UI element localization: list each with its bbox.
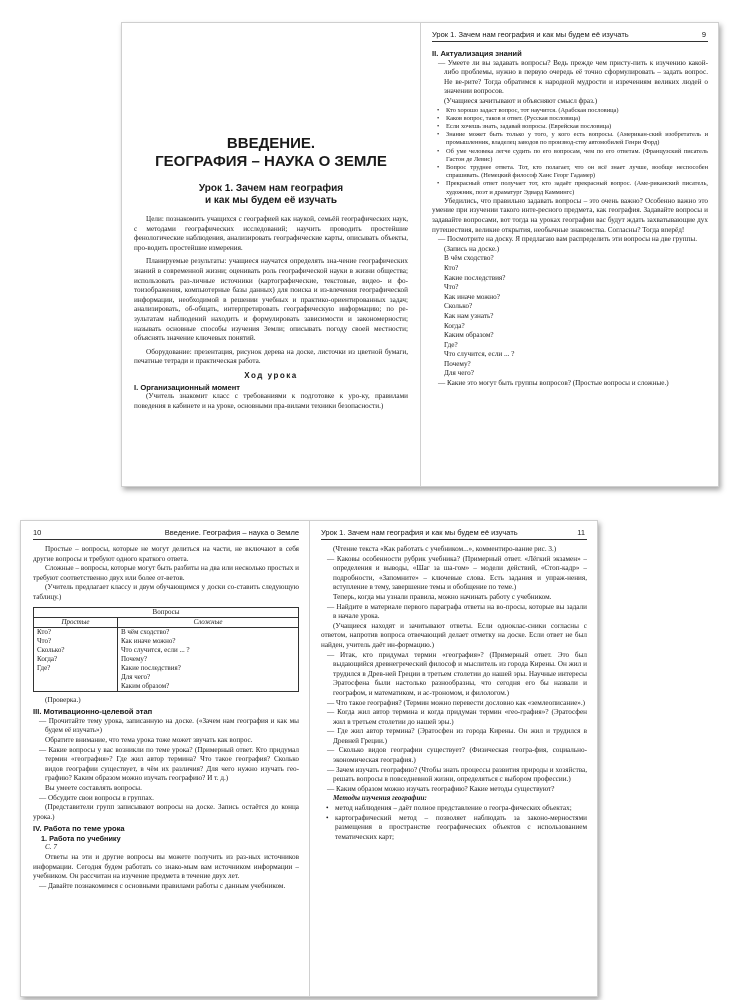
question-item: Для чего? xyxy=(444,369,474,378)
table-item: Что случится, если ... ? xyxy=(120,645,190,654)
quote-item: • Если хочешь знать, задавай вопросы. (Еврейская пословица) xyxy=(432,123,708,131)
table-item: Какие последствия? xyxy=(120,663,181,672)
running-header xyxy=(432,29,708,42)
quote-item: • Вопрос труднее ответа. Тот, кто полагает, что он всё знает лучше, вообще неспособен спрашивать. (Немецкий философ Ханс Георг Гадамер) xyxy=(432,164,708,180)
bottom-right-page xyxy=(321,521,587,996)
lesson-equipment: Оборудование: презентация, рисунок дерева на доске, листочки из цветной бумаги, печатные тетради и практическая работа. xyxy=(134,347,408,366)
table-cell-complex xyxy=(117,627,298,691)
table-title: Вопросы xyxy=(34,607,299,617)
question-item: Почему? xyxy=(444,359,471,368)
paragraph: — Прочитайте тему урока, записанную на доске. («Зачем нам география и как мы будем её изучать») xyxy=(39,716,299,735)
bottom-left-page xyxy=(33,521,299,996)
questions-table xyxy=(33,607,299,692)
paragraph: — Сколько видов географии существует? (Физическая геогра-фия, социально-экономическая география.) xyxy=(327,746,587,765)
quote-item: • Знание может быть только у того, у кого есть вопросы. (Американ-ский изобретатель и промышленник, владелец заводов по производ-ству автомобилей Генри Форд) xyxy=(432,131,708,147)
question-item: Что? xyxy=(444,283,459,292)
running-head-title: Урок 1. Зачем нам география и как мы будем её изучать xyxy=(321,528,518,537)
lesson-course-heading: Ход урока xyxy=(244,370,298,380)
paragraph: (Запись на доске.) xyxy=(444,244,500,253)
paragraph: Простые – вопросы, которые не могут делиться на части, не включают в себя другие вопросы и требуют одного краткого ответа. xyxy=(33,545,299,563)
paragraph: — Каким образом можно изучать географию? Какие методы существуют? xyxy=(327,784,555,793)
table-item: Каким образом? xyxy=(120,681,170,690)
paragraph: — Умеете ли вы задавать вопросы? Ведь прежде чем присту-пить к изучению какой-либо проблемы, нужно в первую очередь её точно сформулировать – задать вопрос. Не ве-рите? Тогда обратимся к народной мудрости и изречениям великих людей о значении вопросов. xyxy=(438,58,708,96)
table-item: Когда? xyxy=(37,654,58,663)
table-item: Кто? xyxy=(37,627,51,636)
paragraph: (Учащиеся зачитывают и объясняют смысл фраз.) xyxy=(444,96,598,105)
quote-item: • Кто хорошо задаст вопрос, тот научится. (Арабская пословица) xyxy=(432,107,708,115)
running-header xyxy=(33,527,299,540)
paragraph: — Зачем изучать географию? (Чтобы знать процессы развития природы и хозяйства, решать вопросы в повседневной жизни, определяться с выбором профессии.) xyxy=(327,765,587,784)
table-item: Сколько? xyxy=(37,645,65,654)
table-item: Для чего? xyxy=(120,672,151,681)
subsection-heading: 1. Работа по учебнику xyxy=(41,833,121,843)
quote-item: • Прекрасный ответ получает тот, кто задаёт прекрасный вопрос. (Аме-риканский писатель, художник, поэт и драматург Эдвард Каммингс) xyxy=(432,180,708,196)
table-header-complex: Сложные xyxy=(117,617,298,627)
paragraph: — Итак, кто придумал термин «география»? (Примерный ответ. Это был выдающийся древнегреческий философ и мыслитель из города Кирены. Он жил и трудился в Древ-ней Греции в третьем столетии до нашей эры. Научные интересы Эратосфена были настолько разнообразны, что сегодня его бы назвали и географом, и математиком, и ас-трономом, и филологом.) xyxy=(327,650,587,697)
book-gutter xyxy=(420,23,421,486)
paragraph: — Где жил автор термина? (Эратосфен из города Кирены. Он жил и трудился в Древней Греции.) xyxy=(327,727,587,745)
lesson-goals: Цели: познакомить учащихся с географией как наукой, семьёй географических наук, с методами географических исследований; научить проводить простейшие фенологические наблюдения, анализировать географические карты, описывать объекты, про-водить простейшие измерения. xyxy=(134,215,408,252)
table-cell-simple xyxy=(34,627,118,691)
question-item: Как иначе можно? xyxy=(444,292,500,301)
paragraph: (Представители групп записывают вопросы на доске. Запись остаётся до конца урока.) xyxy=(33,803,299,821)
bottom-book-spread xyxy=(20,520,598,997)
question-item: Каким образом? xyxy=(444,331,494,340)
paragraph: — Каковы особенности рубрик учебника? (Примерный ответ. «Лёгкий экзамен» – определения и выводы, «Шаг за ша-гом» – модели действий, «Стоп-кадр» – подробности, «Запомните» – ключевые слова. Есть задания и упраж-нения, вступление в тему, завершение темы и обобщение по теме.) xyxy=(327,554,587,592)
section-heading: III. Мотивационно-целевой этап xyxy=(33,707,153,717)
question-list xyxy=(432,254,708,379)
methods-heading: Методы изучения географии: xyxy=(333,794,427,803)
paragraph: — Найдите в материале первого параграфа ответы на во-просы, которые вы задали в начале урока. xyxy=(327,602,587,621)
lesson-title-line1: Урок 1. Зачем нам география xyxy=(198,183,344,194)
question-item: Как нам узнать? xyxy=(444,311,494,320)
table-header-simple: Простые xyxy=(34,617,118,627)
question-item: Какие последствия? xyxy=(444,273,506,282)
chapter-title-line1: ВВЕДЕНИЕ. xyxy=(226,135,316,152)
table-item: В чём сходство? xyxy=(120,627,170,636)
lesson-planned-results: Планируемые результаты: учащиеся научатся определять зна-чение географических знаний в современной жизни; оценивать роль географической науки в жизни общества; использовать раз-личные источники (картографические, текстовые, видео- и фо-тоизображения, компьютерные базы данных) для поиска и из-влечения географической информации, необходимой в решении учебных и практико-ориентированных задач; анализировать, об-общать, интерпретировать географическую информацию; по ре-зультатам наблюдений находить и формулировать зависимости и закономерности; называть основные способы изучения Земли; описывать погоду своей местности; объяснять значение ключевых понятий. xyxy=(134,257,408,343)
paragraph: — Какие вопросы у вас возникли по теме урока? (Примерный ответ. Кто придумал термин «география»? Где жил автор термина? Что такое география? Сколько видов географии существует, в чём их различия? Для чего нужно изучать гео-графию? Каким образом можно изучать географию? И т. д.) xyxy=(39,745,299,783)
paragraph: (Учитель знакомит класс с требованиями к подготовке к уро-ку, правилами поведения в кабинете и на уроке, основными пра-вилами техники безопасности.) xyxy=(134,392,408,410)
table-item: Где? xyxy=(37,663,51,672)
table-item: Как иначе можно? xyxy=(120,636,176,645)
lesson-title-line2: и как мы будем её изучать xyxy=(204,195,338,206)
method-item: • картографический метод – позволяет наблюдать за законо-мерностями размещения в пространстве географических объектов с использованием тематических карт; xyxy=(321,814,587,843)
paragraph: — Какие это могут быть группы вопросов? (Простые вопросы и сложные.) xyxy=(438,379,669,388)
section-heading: IV. Работа по теме урока xyxy=(33,824,125,834)
method-item: • метод наблюдения – даёт полное представление о геогра-фических объектах; xyxy=(321,804,587,814)
question-item: Что случится, если ... ? xyxy=(444,350,515,359)
chapter-title-line2: ГЕОГРАФИЯ – НАУКА О ЗЕМЛЕ xyxy=(155,153,387,170)
question-item: Когда? xyxy=(444,321,465,330)
quote-item: • Об уме человека легче судить по его вопросам, чем по его ответам. (Французский писатель Гастон де Левис) xyxy=(432,148,708,164)
question-item: В чём сходство? xyxy=(444,254,494,263)
paragraph: — Обсудите свои вопросы в группах. xyxy=(39,793,154,802)
running-head-title: Введение. География – наука о Земле xyxy=(164,528,299,537)
paragraph: (Проверка.) xyxy=(45,695,81,704)
running-header xyxy=(321,527,587,540)
section-heading: II. Актуализация знаний xyxy=(432,49,522,58)
paragraph: (Учащиеся находят и зачитывают ответы. Если одноклас-сники согласны с ответом, напротив вопроса отвечающий делает отметку на доске. Если ответ не был найден, учитель даёт ин-формацию.) xyxy=(321,621,587,649)
top-left-page xyxy=(134,23,408,486)
top-book-spread xyxy=(121,22,719,487)
paragraph: — Давайте познакомимся с основными правилами работы с данным учебником. xyxy=(39,881,286,890)
page-reference: С. 7 xyxy=(45,843,57,852)
page-number: 10 xyxy=(33,528,42,537)
book-gutter xyxy=(309,521,310,996)
paragraph: Сложные – вопросы, которые могут быть разбиты на два или несколько простых и требуют соответственно двух или более от-ветов. xyxy=(33,564,299,582)
running-head-title: Урок 1. Зачем нам география и как мы будем её изучать xyxy=(432,30,629,39)
paragraph: (Чтение текста «Как работать с учебником...», комментиро-вание рис. 3.) xyxy=(333,545,557,553)
paragraph: Обратите внимание, что тема урока тоже может звучать как вопрос. xyxy=(45,735,253,744)
paragraph: Ответы на эти и другие вопросы вы можете получить из раз-ных источников информации. Сегодня будем работать со знако-мым вам источником информации – учебником. Он рассчитан на изучение предмета в течение двух лет. xyxy=(33,853,299,881)
paragraph: Теперь, когда мы узнали правила, можно начинать работу с учебником. xyxy=(333,592,552,601)
question-item: Кто? xyxy=(444,263,459,272)
paragraph: (Учитель предлагает классу и двум обучающимся у доски со-ставить следующую таблицу.) xyxy=(33,583,299,601)
page-number: 9 xyxy=(701,30,706,39)
paragraph: — Когда жил автор термина и когда придуман термин «гео-графия»? (Эратосфен жил в третьем столетии до нашей эры.) xyxy=(327,708,587,726)
table-item: Что? xyxy=(37,636,52,645)
paragraph: Убедились, что правильно задавать вопросы – это очень важно? Особенно важно это умение при изучении такого инте-ресного предмета, как география. Задавайте вопросы и задавайте вопросами, вот тогда на уроках географии вас будут ждать захватывающие дух путешествия, великие открытия, необычные знакомства. Согласны? Тогда вперёд! xyxy=(432,196,708,234)
paragraph: — Что такое география? (Термин можно перевести дословно как «землеописание».) xyxy=(327,698,586,707)
quote-item: • Каков вопрос, таков и ответ. (Русская пословица) xyxy=(432,115,708,123)
table-item: Почему? xyxy=(120,654,148,663)
paragraph: — Посмотрите на доску. Я предлагаю вам распределить эти вопросы на две группы. xyxy=(438,235,698,244)
section-heading: I. Организационный момент xyxy=(134,382,241,392)
question-item: Где? xyxy=(444,340,458,349)
page-number: 11 xyxy=(577,528,585,537)
paragraph: Вы умеете составлять вопросы. xyxy=(45,783,142,792)
question-item: Сколько? xyxy=(444,302,473,311)
top-right-page xyxy=(432,23,708,486)
